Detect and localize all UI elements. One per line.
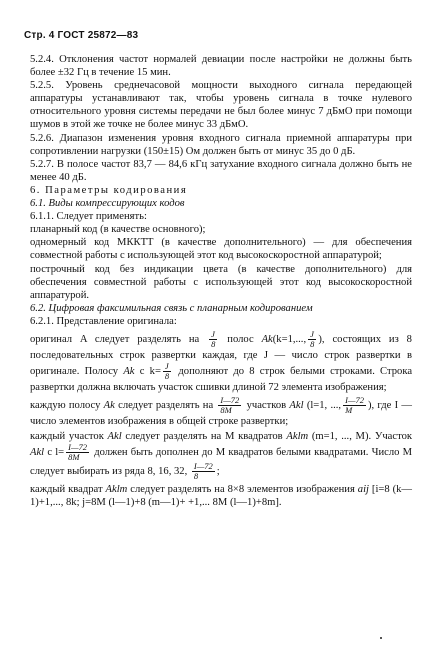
- orig-text-c: состоящих из 8 последовательных строк развертки каждая, где J — число строк развертки в оригинале. Полосу: [30, 333, 412, 377]
- section-6-2-heading: 6.2. Цифровая факсимильная связь с планарным кодированием: [30, 302, 313, 314]
- para-5-2-6: 5.2.6. Диапазон изменения уровня входного сигнала приемной аппаратуры при сопротивлении нагрузки (150±15) Ом должен быть от минус 35 до 0 дБ.: [30, 132, 412, 157]
- formula-k-close: ),: [318, 333, 325, 345]
- para-5-2-7: 5.2.7. В полосе частот 83,7 — 84,6 кГц затухание входного сигнала должно быть не менее 40 дБ.: [30, 158, 412, 183]
- orig-text-d: дополняют до 8 строк белыми строками. Строка развертки должна включать участок сшивки длиной 72 элемента изображения;: [30, 366, 413, 394]
- formula-k-eq: с k=: [139, 366, 161, 377]
- para-original-split: [30, 330, 412, 394]
- symbol-ak-2: Ak: [123, 366, 135, 377]
- sect-text-a: каждый участок: [30, 431, 104, 443]
- para-6-1-1: 6.1.1. Следует применять:: [30, 211, 147, 223]
- formula-l-eq: с l=: [47, 447, 65, 459]
- sq-text-a: каждый квадрат: [30, 484, 103, 496]
- formula-k-range: (k=1,...,: [272, 333, 307, 345]
- page-dot-mark: [380, 637, 382, 639]
- formula-i72-over-8m-b: $\frac{I—72}{8M}$: [68, 442, 87, 463]
- item-planar-code: планарный код (в качестве основного);: [30, 224, 206, 236]
- para-each-square: [30, 483, 412, 509]
- para-each-section: каждый участок Akl следует разделять на M квадратов Aklm (m=1, ..., M). Участок Akl с l= $\frac{I—72}{8M}$ должен быть дополнен до M квадратов белыми квадратами. Число M следует выбирать из ряда 8, 16, 32, $\frac{I—72}{8}$ ;: [30, 431, 413, 482]
- para-6-2-1: 6.2.1. Представление оригинала:: [30, 315, 177, 327]
- section-6-1-heading: 6.1. Виды компрессирующих кодов: [30, 198, 185, 210]
- sect-text-d: должен быть дополнен до: [94, 447, 213, 459]
- symbol-ak-3: Ak: [103, 400, 115, 412]
- orig-text-b: полос: [227, 333, 254, 345]
- symbol-akl: Akl: [289, 400, 304, 412]
- sect-text-e: M квадратов белыми квадратами. Число M следует выбирать из ряда 8, 16, 32,: [30, 447, 413, 478]
- formula-m-range: (m=1, ..., M).: [311, 431, 372, 443]
- each-text-d: , где I — число элементов изображения в общей строке развертки;: [30, 400, 412, 428]
- each-text-a: каждую полосу: [30, 400, 101, 412]
- sect-text-b: следует разделять на M квадратов: [125, 431, 283, 443]
- each-text-c: участков: [246, 400, 287, 412]
- symbol-akl-3: Akl: [30, 447, 45, 459]
- symbol-aklm: Aklm: [286, 431, 309, 443]
- formula-i72-over-m: $\frac{I—72}{M}$: [345, 395, 364, 416]
- item-mkktt-code: одномерный код МККТТ (в качестве дополнительного) — для обеспечения совместной работы с использующей этот код высокоскоростной аппаратурой;: [30, 237, 412, 262]
- page-header: Стр. 4 ГОСТ 25872—83: [24, 30, 139, 41]
- formula-j-over-8: $\frac{J}{8}$: [211, 328, 216, 349]
- sect-text-c: Участок: [374, 431, 413, 443]
- symbol-aij: aij: [357, 484, 369, 496]
- sq-text-c: [i=8 (k—1)+1,..., 8k; j=8M (l—1)+8 (m—1)+ +1,... 8M (l—1)+8m].: [30, 484, 413, 509]
- formula-j-over-8-c: $\frac{J}{8}$: [164, 361, 170, 382]
- formula-i72-over-8: $\frac{I—72}{8}$: [193, 461, 213, 482]
- sq-text-b: следует разделять на 8×8 элементов изображения: [130, 484, 355, 496]
- symbol-akl-2: Akl: [107, 431, 122, 443]
- each-text-b: следует разделять на: [118, 400, 214, 412]
- para-5-2-4: 5.2.4. Отклонения частот нормалей девиации после настройки не должны быть более ±32 Гц в течение 15 мин.: [30, 54, 412, 79]
- formula-i72-over-8m: $\frac{I—72}{8M}$: [220, 395, 240, 416]
- symbol-ak: Ak: [261, 333, 273, 345]
- section-6-heading: 6. Параметры кодирования: [30, 184, 188, 196]
- formula-j-over-8-b: $\frac{J}{8}$: [310, 328, 315, 349]
- formula-l-range: (l=1, ...,: [306, 400, 342, 412]
- item-row-code: построчный код без индикации цвета (в качестве дополнительного) для обеспечения совместной работы с использующей этот код высокоскоростной аппаратурой.: [30, 263, 412, 301]
- document-body: [30, 53, 412, 510]
- orig-text-a: оригинал A следует разделять на: [30, 333, 200, 345]
- symbol-aklm-2: Aklm: [105, 484, 128, 496]
- para-each-band: каждую полосу Ak следует разделять на $\frac{I—72}{8M}$ участков Akl (l=1, ..., $\frac{I—72}{M}$ ), где I — число элементов изображения в общей строке развертки;: [30, 395, 412, 428]
- para-5-2-5: 5.2.5. Уровень среднечасовой мощности выходного сигнала передающей аппаратуры устанавливают так, чтобы уровень сигнала в точке нулевого относительного уровня системы передачи не был более минус 7 дБмО при помощи шумов в этой же точке не более минус 33 дБмО.: [30, 80, 412, 131]
